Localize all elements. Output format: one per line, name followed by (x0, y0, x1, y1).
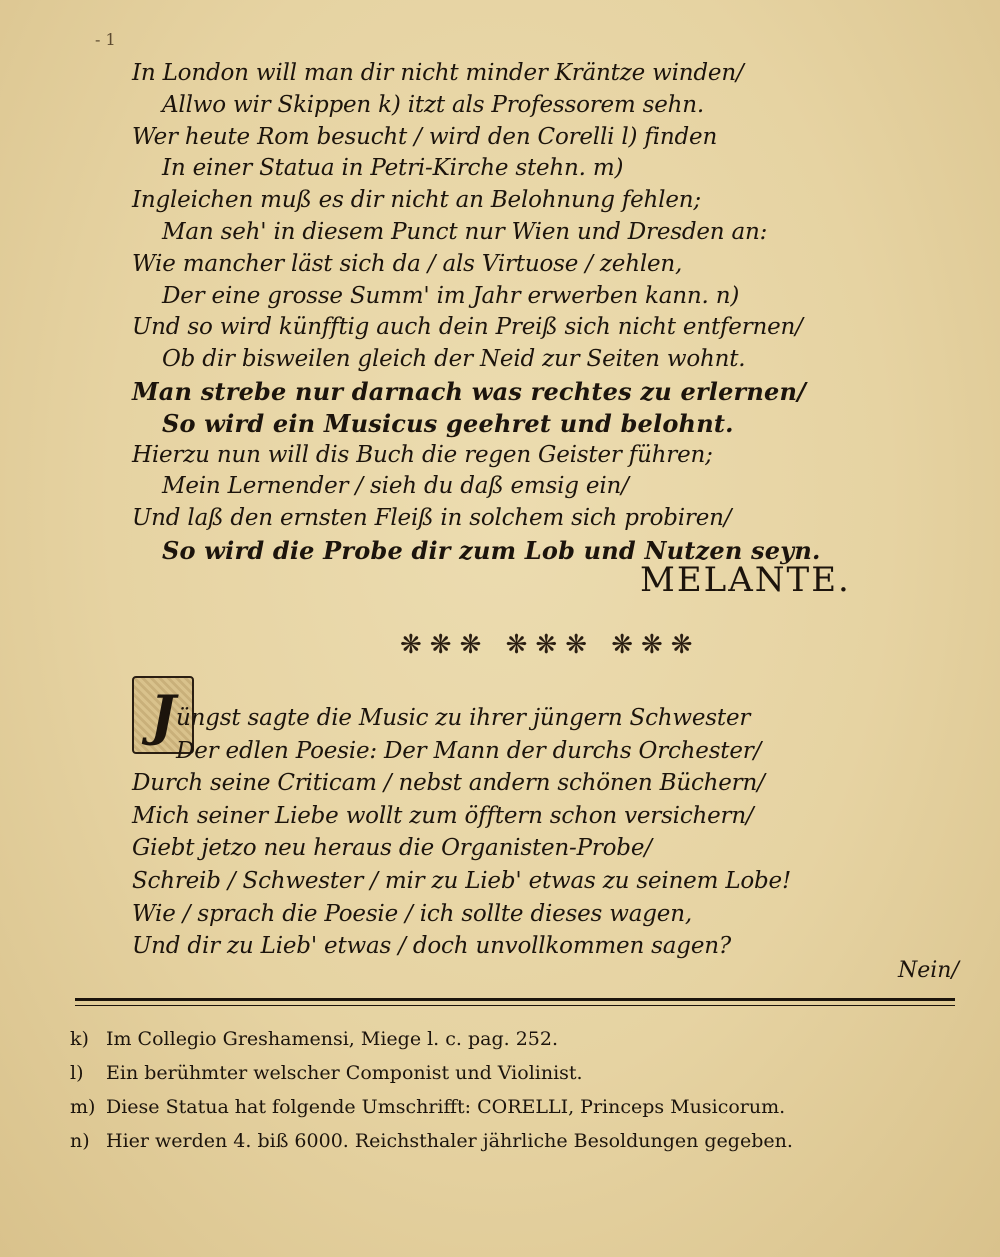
poem-line: Man seh' in diesem Punct nur Wien und Dresden an: (162, 218, 768, 245)
footnote-key: k) (70, 1028, 89, 1050)
poem-line: Der eine grosse Summ' im Jahr erwerben kann. n) (162, 282, 740, 309)
poem-line: Und dir zu Lieb' etwas / doch unvollkommen sagen? (132, 933, 731, 960)
footnote-key: l) (70, 1062, 84, 1084)
poem-line: Und so wird künfftig auch dein Preiß sich nicht entfernen/ (132, 314, 803, 341)
poem-line: Schreib / Schwester / mir zu Lieb' etwas zu seinem Lobe! (132, 867, 792, 894)
footnote-text: Diese Statua hat folgende Umschrifft: CORELLI, Princeps Musicorum. (106, 1096, 786, 1118)
poem-line: Ingleichen muß es dir nicht an Belohnung fehlen; (132, 187, 701, 214)
footnote (70, 1022, 950, 1056)
catchword: Nein/ (898, 958, 959, 983)
poem-line: Mein Lernender / sieh du daß emsig ein/ (162, 473, 629, 500)
poem-line: Wer heute Rom besucht / wird den Corelli l) finden (132, 123, 718, 150)
footnote-text: Ein berühmter welscher Componist und Violinist. (106, 1062, 583, 1084)
poem-line: Und laß den ernsten Fleiß in solchem sich probiren/ (132, 505, 732, 532)
poem-line: So wird die Probe dir zum Lob und Nutzen seyn. (162, 535, 821, 565)
second-poem (132, 702, 872, 963)
footnote (70, 1056, 950, 1090)
ornament-divider: ❋❋❋ ❋❋❋ ❋❋❋ (400, 630, 701, 660)
poem-line: Ob dir bisweilen gleich der Neid zur Seiten wohnt. (162, 346, 746, 373)
poem-stanza (132, 58, 872, 567)
footnote (70, 1090, 950, 1124)
poem-line: In London will man dir nicht minder Kräntze winden/ (132, 60, 744, 86)
poem-line: Giebt jetzo neu heraus die Organisten-Probe/ (132, 835, 652, 862)
poem-line: Durch seine Criticam / nebst andern schönen Büchern/ (132, 770, 765, 797)
poem-line: Der edlen Poesie: Der Mann der durchs Orchester/ (176, 737, 762, 764)
page-mark: - 1 (95, 30, 116, 49)
footnote-text: Im Collegio Greshamensi, Miege l. c. pag. 252. (106, 1028, 559, 1050)
poem-line: Mich seiner Liebe wollt zum öfftern schon versichern/ (132, 802, 754, 829)
signature: MELANTE. (640, 560, 851, 600)
footnote (70, 1124, 950, 1158)
footnotes (70, 1022, 950, 1158)
poem-line: So wird ein Musicus geehret und belohnt. (162, 408, 734, 438)
poem-line: Wie / sprach die Poesie / ich sollte dieses wagen, (132, 900, 692, 927)
footnote-rule (75, 998, 955, 1006)
footnote-text: Hier werden 4. biß 6000. Reichsthaler jährliche Besoldungen gegeben. (106, 1130, 793, 1152)
poem-line: Wie mancher läst sich da / als Virtuose / zehlen, (132, 250, 683, 277)
poem-line: üngst sagte die Music zu ihrer jüngern Schwester (176, 705, 751, 731)
decorated-initial: J (132, 676, 194, 754)
footnote-key: n) (70, 1130, 90, 1152)
poem-line: Man strebe nur darnach was rechtes zu erlernen/ (132, 376, 807, 406)
poem-line: Hierzu nun will dis Buch die regen Geister führen; (132, 441, 713, 468)
poem-line: In einer Statua in Petri-Kirche stehn. m) (162, 155, 624, 182)
footnote-key: m) (70, 1096, 96, 1118)
poem-line: Allwo wir Skippen k) itzt als Professorem sehn. (162, 91, 704, 118)
